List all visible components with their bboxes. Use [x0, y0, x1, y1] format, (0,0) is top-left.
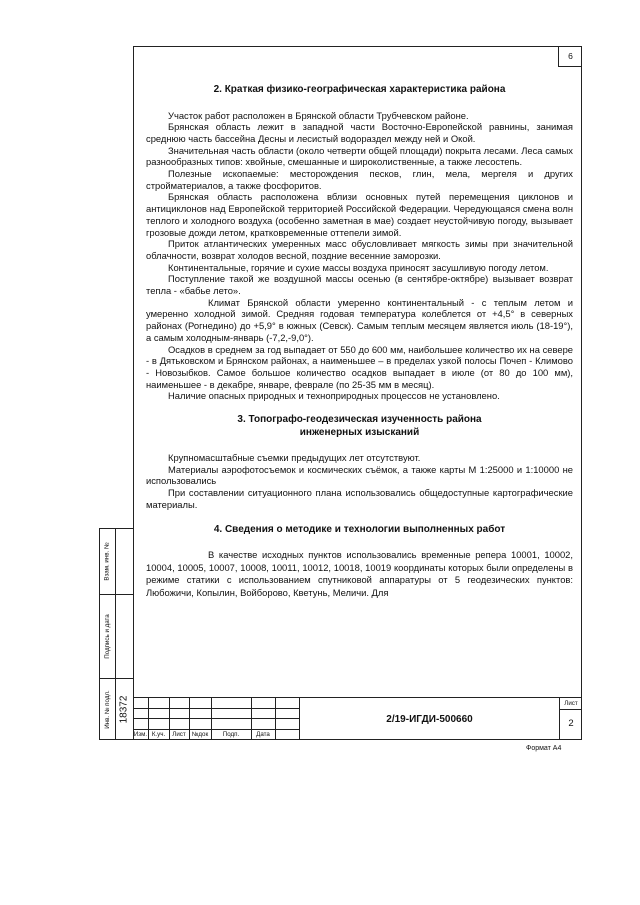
side-stamp-replace [99, 528, 133, 595]
tb-header-ndok: №док [191, 731, 209, 738]
sheet-label: Лист [560, 698, 582, 710]
side-stamp-signature [99, 595, 133, 679]
sheet-number: 2 [568, 718, 574, 729]
side-label-replace: Взам. инв. № [104, 542, 111, 581]
s4-paragraph: В качестве исходных пунктов использовались временные репера 10001, 10002, 10004, 10005, 10007, 10008, 10011, 10012, 10018, 10019 координаты которых были определены в режиме статики с использованием спутниковой аппаратуры от 5 геодезических пунктов: Любожичи, Копылин, Войборово, Кветунь, Меличи. Для [146, 549, 573, 598]
s3-paragraph: При составлении ситуационного плана использовались общедоступные картографические материалы. [146, 487, 573, 510]
section-4-title: 4. Сведения о методике и технологии выполненных работ [213, 523, 506, 535]
s2-paragraph: Полезные ископаемые: месторождения песков, глин, мела, мергеля и других стройматериалов, а также фосфоритов. [146, 168, 573, 191]
tb-header-date: Дата [256, 731, 270, 738]
s2-paragraph: Приток атлантических умеренных масс обусловливает мягкость зимы при значительной облачности, возврат холодов весной, поздние весенние заморозки. [146, 238, 573, 261]
section-3-title-line2: инженерных изысканий [299, 426, 420, 438]
tb-header-kuch: К.уч. [151, 731, 166, 738]
format-label: Формат А4 [526, 745, 562, 752]
tb-header-izm: Изм. [133, 731, 148, 738]
s2-paragraph: Наличие опасных природных и техноприродных процессов не установлено. [168, 390, 500, 402]
s2-paragraph: Осадков в среднем за год выпадает от 550 до 600 мм, наибольшее количество их на севере - в Дятьковском и Брянском районах, а наименьшее – в пределах узкой полосы Почеп - Климово - Новозыбков. Самое большое количество осадков выпадает в июле (от 80 до 100 мм), наименьшее - в декабре, январе, феврале (по 25-35 мм в месяц). [146, 343, 573, 390]
tb-header-podp: Подп. [222, 731, 240, 738]
title-block [133, 697, 582, 740]
tb-header-list: Лист [172, 731, 186, 738]
s2-paragraph: Значительная часть области (около четверти общей площади) покрыта лесами. Леса самых разнообразных типов: хвойные, смешанные и широколиственные, а также лесостепь. [146, 144, 573, 168]
s2-paragraph: Участок работ расположен в Брянской области Трубчевском районе. [168, 109, 469, 121]
document-body [146, 84, 573, 599]
document-number: 2/19-ИГДИ-500660 [299, 698, 559, 740]
section-3-title-line1: 3. Топографо-геодезическая изученность района [237, 414, 482, 426]
section-2-title: 2. Краткая физико-географическая характеристика района [213, 84, 506, 95]
s2-paragraph: Поступление такой же воздушной массы осенью (в сентябре-октябре) вызывает возврат тепла - «бабье лето». [146, 273, 573, 297]
s3-paragraph: Крупномасштабные съемки предыдущих лет отсутствуют. [168, 452, 421, 464]
s3-paragraph: Материалы аэрофотосъемок и космических съёмок, а также карты М 1:25000 и 1:10000 не использовались [146, 463, 573, 487]
s2-paragraph: Брянская область расположена вблизи основных путей перемещения циклонов и антициклонов над Европейской территорией Российской Федерации. Чередующаяся смена волн теплого и холодного воздуха (особенно заметная в мае) создает неустойчивую погоду, вызывает грозовые дожди летом, кратковременные оттепели зимой. [146, 191, 573, 238]
inventory-number: 18372 [118, 695, 130, 723]
s2-paragraph: Континентальные, горячие и сухие массы воздуха приносят засушливую погоду летом. [168, 261, 549, 273]
top-page-number: 6 [558, 46, 582, 67]
s2-paragraph: Климат Брянской области умеренно континентальный - с теплым летом и умеренно холодной зимой. Средняя годовая температура колеблется от +4,5° в северных районах (Рогнедино) до +5,9° в южных (Севск). Самым теплым месяцем является июль (18-19°), а самым холодным-январь (-7,2,-9,0°). [146, 296, 573, 343]
side-label-inventory: Инв. № подл. [104, 689, 112, 729]
s2-paragraph: Брянская область лежит в западной части Восточно-Европейской равнины, занимая среднюю часть бассейна Десны и лесистый водораздел между ней и Окой. [146, 121, 573, 144]
side-stamp-inventory [99, 679, 133, 740]
side-label-signature: Подпись и дата [104, 614, 112, 659]
